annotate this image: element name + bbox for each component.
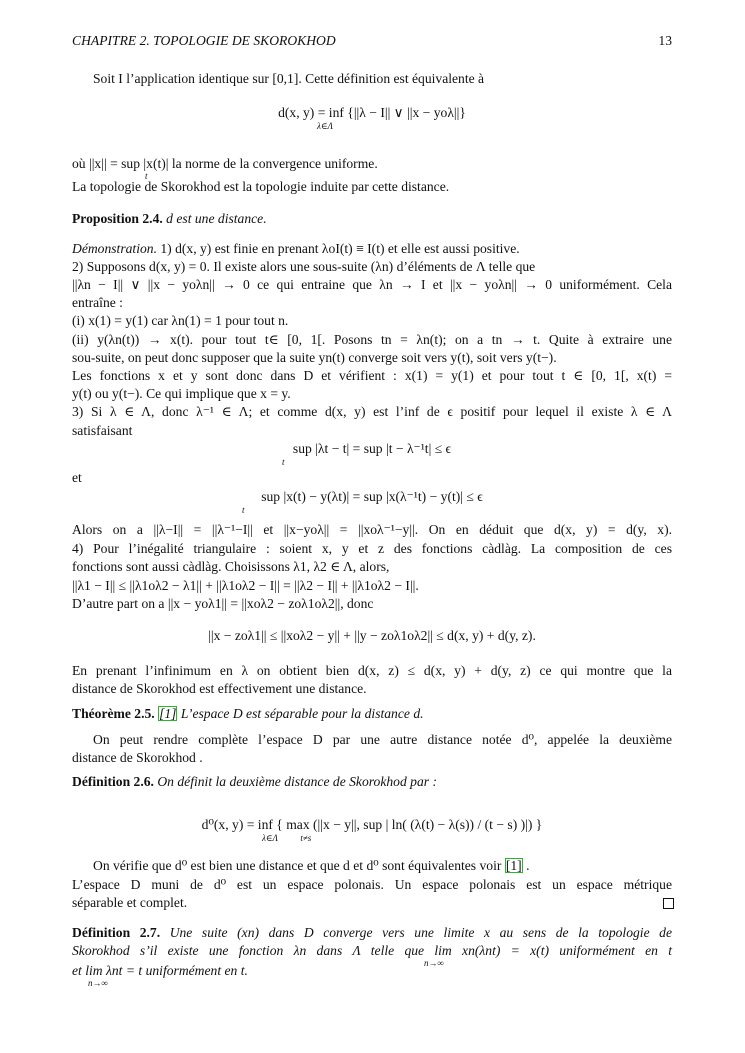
definition-label: Définition 2.7. (72, 925, 161, 940)
theorem (72, 706, 672, 722)
definition-text: On définit la deuxième distance de Skorokhod par : (157, 774, 437, 789)
equation-subscript: λ∈Λ t≠s (262, 833, 312, 843)
proof-line: (ii) y(λn(t)) → x(t). pour tout t∈ [0, 1[. Posons tn = λn(t); on a tn → t. Quite à extraire une (72, 332, 672, 347)
equation-subscript: t (145, 171, 148, 181)
qed-square-icon (663, 898, 674, 909)
paragraph-line: La topologie de Skorokhod est la topologie induite par cette distance. (72, 179, 450, 194)
running-header: CHAPITRE 2. TOPOLOGIE DE SKOROKHOD (72, 33, 336, 48)
proof-line: Les fonctions x et y sont donc dans D et vérifient : x(1) = y(1) et pour tout t ∈ [0, 1[, x(t) = (72, 368, 672, 383)
paragraph-text: On vérifie que d⁰ est bien une distance et que d et d⁰ sont équivalentes voir (93, 858, 502, 873)
citation-link[interactable]: [1] (159, 706, 177, 721)
definition (72, 774, 672, 790)
proof-line: et (72, 470, 82, 485)
theorem-text: L’espace D est séparable pour la distance d. (180, 706, 424, 721)
proof-line: fonctions sont aussi càdlàg. Choisissons λ1, λ2 ∈ Λ, alors, (72, 559, 390, 574)
proof-line: ||λ1 − I|| ≤ ||λ1oλ2 − λ1|| + ||λ1oλ2 − I|| = ||λ2 − I|| + ||λ1oλ2 − I||. (72, 578, 419, 593)
theorem-label: Théorème 2.5. (72, 706, 155, 721)
equation-subscript: t (242, 505, 245, 515)
definition (72, 925, 672, 941)
paragraph-line: où ||x|| = sup |x(t)| la norme de la convergence uniforme. (72, 156, 378, 171)
definition-line: Skorokhod s’il existe une fonction λn dans Λ telle que lim xn(λnt) = x(t) uniformément en t (72, 943, 672, 958)
proof-line: 4) Pour l’inégalité triangulaire : soient x, y et z des fonctions càdlàg. La composition de ces (72, 541, 672, 556)
proof-label: Démonstration. (72, 241, 157, 256)
equation-subscript: λ∈Λ (317, 121, 333, 131)
proof-line: distance de Skorokhod est effectivement une distance. (72, 681, 367, 696)
paragraph-line: distance de Skorokhod . (72, 750, 203, 765)
proof-line (72, 241, 672, 257)
proof-line: sou-suite, on peut donc supposer que la suite yn(t) converge soit vers y(t), soit vers y(t−). (72, 350, 557, 365)
definition-label: Définition 2.6. (72, 774, 154, 789)
proposition-text: d est une distance. (166, 211, 267, 226)
proof-line: (i) x(1) = y(1) car λn(1) = 1 pour tout n. (72, 313, 289, 328)
equation: sup |x(t) − y(λt)| = sup |x(λ⁻¹t) − y(t)| ≤ ϵ (261, 489, 483, 504)
paragraph-line: séparable et complet. (72, 895, 188, 910)
equation-subscript: n→∞ (424, 958, 444, 968)
citation-link[interactable]: [1] (505, 858, 522, 873)
equation: sup |λt − t| = sup |t − λ⁻¹t| ≤ ϵ (292, 441, 452, 456)
equation-subscript: n→∞ (88, 978, 108, 988)
equation: d⁰(x, y) = inf { max (||x − y||, sup | ln( (λ(t) − λ(s)) / (t − s) )|) } (201, 817, 543, 832)
paragraph-line: On vérifie que d⁰ est bien une distance et que d et d⁰ sont équivalentes voir [1] . (93, 858, 530, 873)
paragraph-line: L’espace D muni de d⁰ est un espace polonais. Un espace polonais est un espace métrique (72, 877, 672, 892)
proposition (72, 211, 672, 227)
proof-line: entraîne : (72, 295, 123, 310)
equation: d(x, y) = inf {||λ − I|| ∨ ||x − yoλ||} (278, 105, 466, 120)
proposition-label: Proposition 2.4. (72, 211, 163, 226)
equation-subscript: t (282, 457, 285, 467)
proof-line: satisfaisant (72, 423, 133, 438)
paragraph-line: Soit I l’application identique sur [0,1]. Cette définition est équivalente à (93, 71, 485, 86)
proof-line: Alors on a ||λ−I|| = ||λ⁻¹−I|| et ||x−yoλ|| = ||xoλ⁻¹−y||. On en déduit que d(x, y) = d(y, x). (72, 522, 672, 537)
paragraph-line: On peut rendre complète l’espace D par une autre distance notée d⁰, appelée la deuxième (93, 732, 672, 747)
proof-line: D’autre part on a ||x − yoλ1|| = ||xoλ2 − zoλ1oλ2||, donc (72, 596, 374, 611)
proof-line: 2) Supposons d(x, y) = 0. Il existe alors une sous-suite (λn) d’éléments de Λ telle que (72, 259, 536, 274)
proof-line: ||λn − I|| ∨ ||x − yoλn|| → 0 ce qui entraine que λn → I et ||x − yoλn|| → 0 uniformément. Cela (72, 277, 672, 292)
page-number: 13 (658, 33, 672, 48)
proof-line: y(t) ou y(t−). Ce qui implique que x = y. (72, 386, 291, 401)
proof-line: 3) Si λ ∈ Λ, donc λ⁻¹ ∈ Λ; et comme d(x, y) est l’inf de ϵ positif pour lequel il existe λ ∈ Λ (72, 404, 672, 419)
definition-line: et lim λnt = t uniformément en t. (72, 963, 248, 978)
proof-line: En prenant l’infinimum en λ on obtient bien d(x, z) ≤ d(x, y) + d(y, z) ce qui montre que la (72, 663, 672, 678)
definition-text: Une suite (xn) dans D converge vers une limite x au sens de la topologie de (169, 925, 672, 940)
proof-text: 1) d(x, y) est finie en prenant λoI(t) ≡ I(t) et elle est aussi positive. (160, 241, 520, 256)
equation: ||x − zoλ1|| ≤ ||xoλ2 − y|| + ||y − zoλ1oλ2|| ≤ d(x, y) + d(y, z). (208, 628, 536, 643)
